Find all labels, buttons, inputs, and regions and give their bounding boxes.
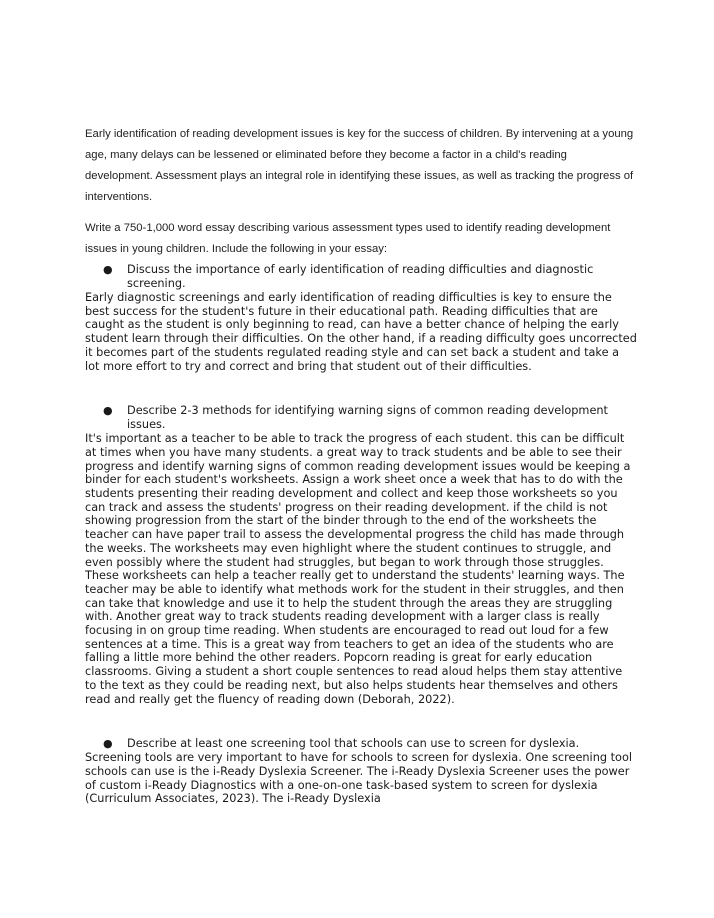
bullet-icon: ● (103, 404, 113, 418)
bullet-text: Describe at least one screening tool that schools can use to screen for dyslexia. (127, 737, 580, 751)
bullet-icon: ● (103, 263, 113, 276)
intro-paragraph: Early identification of reading development issues is key for the success of children. By intervening at a young age, many delays can be lessened or eliminated before they become a factor in a child's reading development. Assessment plays an integral role in identifying these issues, as well as tracking the progress of interventions. (85, 128, 634, 203)
bullet-icon: ● (103, 737, 113, 751)
bullet-text: Discuss the importance of early identification of reading difficulties and diagnostic screening. (127, 263, 594, 290)
bullet-item-screening-tool (85, 737, 637, 751)
spacer (85, 373, 637, 401)
spacer (85, 706, 637, 734)
bullet-text: Describe 2-3 methods for identifying warning signs of common reading development issues. (127, 404, 608, 432)
answer-paragraph: It's important as a teacher to be able to track the progress of each student. this can be difficult at times when you have many students. a great way to track students and be able to see their progress and identify warning signs of common reading development issues would be keeping a binder for each student's worksheets. Assign a work sheet once a week that has to do with the students presenting their reading development and collect and keep those worksheets so you can track and assess the students' progress on their reading development. if the child is not showing progression from the start of the binder through to the end of the worksheets the teacher can have paper trail to assess the developmental progress the child has made through the weeks. The worksheets may even highlight where the student continues to struggle, and even possibly where the student had struggles, but began to work through those struggles. These worksheets can help a teacher really get to understand the students' learning ways. The teacher may be able to identify what methods work for the student in their struggles, and then can take that knowledge and use it to help the student through the areas they are struggling with. Another great way to track students reading development with a larger class is really focusing in on group time reading. When students are encouraged to read out loud for a few sentences at a time. This is a great way from teachers to get an idea of the students who are falling a little more behind the other readers. Popcorn reading is great for early education classrooms. Giving a student a short couple sentences to read aloud helps them stay attentive to the text as they could be reading next, but also helps students hear themselves and others read and really get the fluency of reading down (Deborah, 2022). (85, 432, 631, 706)
answer-paragraph: Screening tools are very important to have for schools to screen for dyslexia. One screening tool schools can use is the i-Ready Dyslexia Screener. The i-Ready Dyslexia Screener uses the power of custom i-Ready Diagnostics with a one-on-one task-based system to screen for dyslexia (Curriculum Associates, 2023). The i-Ready Dyslexia (85, 751, 633, 806)
document-page (85, 124, 637, 806)
bullet-item-importance (85, 263, 637, 291)
prompt-paragraph: Write a 750-1,000 word essay describing various assessment types used to identify reading development issues in young children. Include the following in your essay: (85, 222, 611, 255)
answer-paragraph: Early diagnostic screenings and early identification of reading difficulties is key to ensure the best success for the student's future in their educational path. Reading difficulties that are caught as the student is only beginning to read, can have a better chance of helping the early student learn through their difficulties. On the other hand, if a reading difficulty goes uncorrected it becomes part of the students regulated reading style and can set back a student and take a lot more effort to try and correct and bring that student out of their difficulties. (85, 291, 637, 373)
bullet-item-methods (85, 404, 637, 432)
